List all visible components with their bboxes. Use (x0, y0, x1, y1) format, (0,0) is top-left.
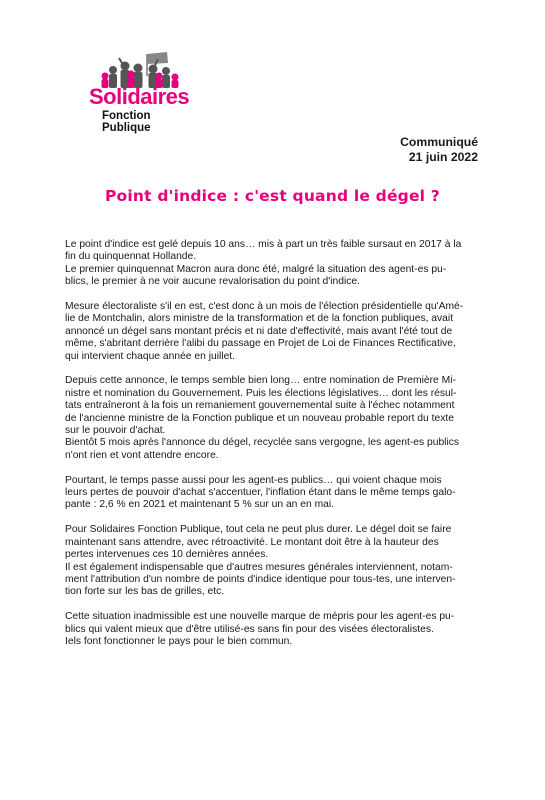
paragraph-2 (65, 301, 485, 363)
paragraph-line: Le point d'indice est gelé depuis 10 ans… mis à part un très faible sursaut en 2017 à la (65, 239, 462, 250)
document-date: 21 juin 2022 (408, 150, 478, 164)
paragraph-line: blics qui valent mieux que d'être utilisé-es sans fin pour des visées électoralistes. (65, 623, 434, 635)
paragraph-line: pertes intervenues ces 10 dernières années. (65, 549, 269, 561)
document-body (65, 239, 485, 661)
paragraph-6 (65, 611, 485, 648)
document-type: Communiqué (400, 135, 478, 149)
paragraph-line: Bientôt 5 mois après l'annonce du dégel, recyclée sans vergogne, les agent-es publics (65, 437, 460, 449)
paragraph-line: même, s'abritant derrière l'alibi du passage en Projet de Loi de Finances Rectificative, (65, 338, 456, 350)
paragraph-line: sur le pouvoir d'achat. (65, 425, 166, 437)
paragraph-line: Le premier quinquennat Macron aura donc été, malgré la situation des agent-es pu- (65, 263, 447, 275)
paragraph-line: tats entraîneront à la fois un remaniement gouvernemental suite à l'échec notamment (65, 400, 455, 412)
logo-name: Solidaires (89, 84, 190, 109)
paragraph-line: Iels font fonctionner le pays pour le bien commun. (65, 635, 293, 647)
paragraph-line: fin du quinquennat Hollande. (65, 251, 197, 263)
paragraph-line: n'ont rien et vont attendre encore. (65, 449, 219, 461)
solidaires-logo (85, 50, 200, 134)
paragraph-line: nistre et nomination du Gouvernement. Puis les élections législatives… dont les résul- (65, 387, 457, 399)
document-header (400, 135, 478, 165)
paragraph-line: de l'ancienne ministre de la Fonction publique et un nouveau probable report du texte (65, 412, 454, 424)
paragraph-line: Mesure électoraliste s'il en est, c'est donc à un mois de l'élection présidentielle qu'Amé- (65, 301, 464, 313)
paragraph-line: Depuis cette annonce, le temps semble bien long… entre nomination de Première Mi- (65, 375, 456, 387)
paragraph-line: leurs pertes de pouvoir d'achat s'accentuer, l'inflation étant dans le même temps galo- (65, 487, 456, 499)
paragraph-3 (65, 375, 485, 462)
paragraph-line: qui intervient chaque année en juillet. (65, 350, 236, 362)
paragraph-line: Pour Solidaires Fonction Publique, tout cela ne peut plus durer. Le dégel doit se faire (65, 524, 452, 536)
paragraph-line: Cette situation inadmissible est une nouvelle marque de mépris pour les agent-es pu- (65, 611, 455, 623)
page-title: Point d'indice : c'est quand le dégel ? (105, 187, 440, 205)
paragraph-line: Pourtant, le temps passe aussi pour les agent-es publics… qui voient chaque mois (65, 474, 442, 486)
paragraph-line: ment l'attribution d'un nombre de points d'indice identique pour tous-tes, une interven- (65, 573, 456, 585)
paragraph-line: blics, le premier à ne voir aucune revalorisation du point d'indice. (65, 276, 361, 288)
paragraph-line: Il est également indispensable que d'autres mesures générales interviennent, notam- (65, 561, 453, 573)
paragraph-line: tion forte sur les bas de grilles, etc. (65, 586, 225, 598)
paragraph-line: pante : 2,6 % en 2021 et maintenant 5 % sur un an en mai. (65, 499, 335, 511)
paragraph-line: lie de Montchalin, alors ministre de la transformation et de la fonction publiques, avait (65, 313, 454, 325)
paragraph-1 (65, 239, 485, 289)
paragraph-5 (65, 524, 485, 598)
paragraph-4 (65, 475, 485, 512)
paragraph-line: maintenant sans attendre, avec rétroactivité. Le montant doit être à la hauteur des (65, 536, 439, 548)
paragraph-line: annoncé un dégel sans montant précis et ni date d'effectivité, mais avant l'été tout de (65, 325, 453, 337)
logo-subtitle: Fonction Publique (102, 110, 151, 134)
